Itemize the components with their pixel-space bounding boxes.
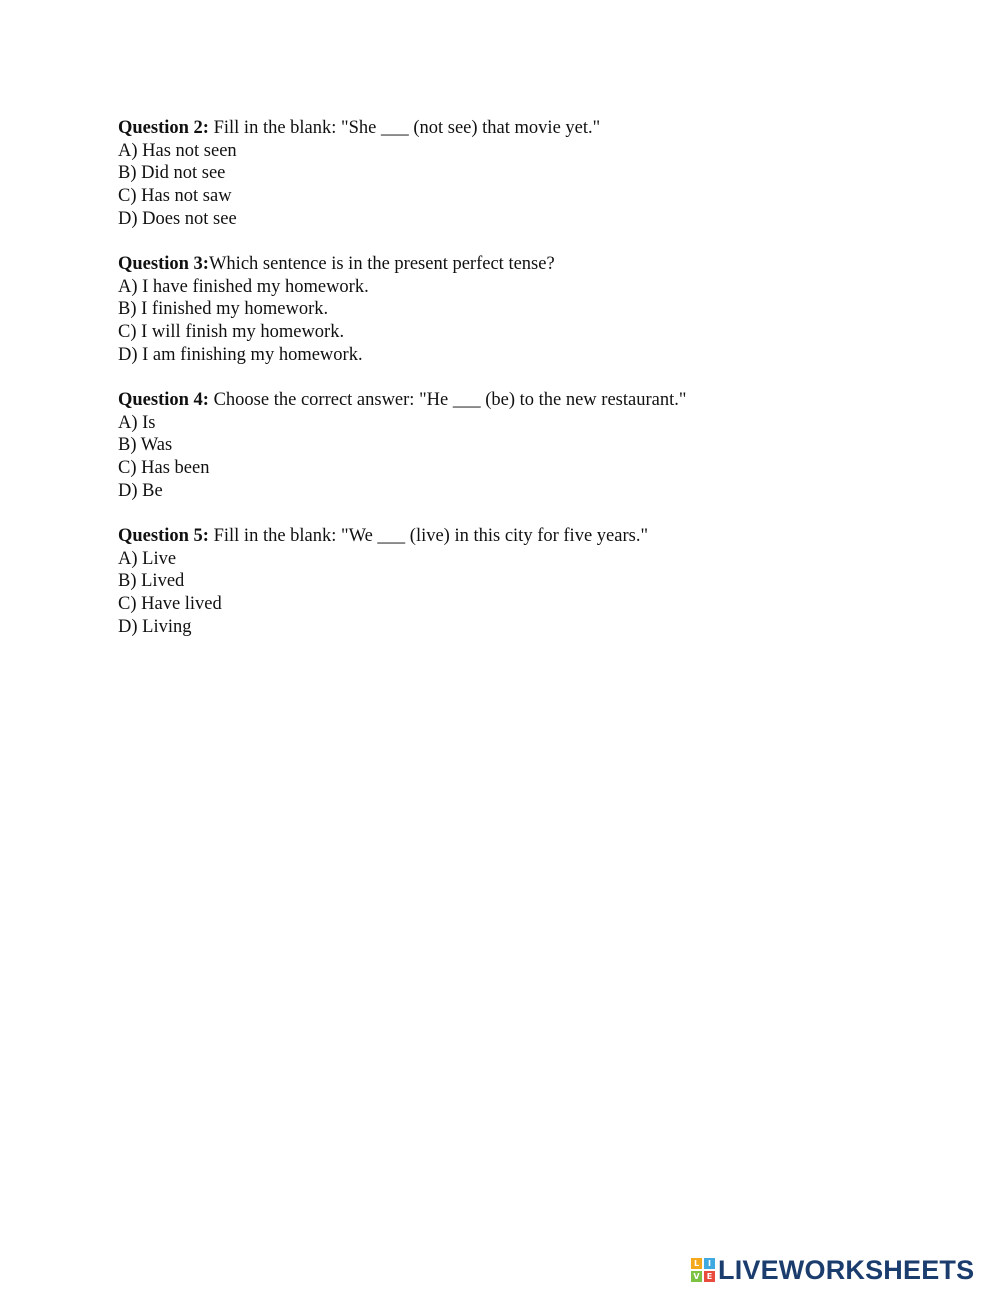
- answer-option-c: C) I will finish my homework.: [118, 322, 345, 343]
- answer-option-a: A) I have finished my homework.: [118, 276, 369, 297]
- answer-option-d: D) Be: [118, 480, 163, 501]
- question-label: Question 2:: [118, 118, 209, 138]
- logo-tile-v: V: [691, 1271, 702, 1282]
- answer-option-a: A) Has not seen: [118, 140, 237, 161]
- answer-option-d: D) Living: [118, 616, 192, 637]
- liveworksheets-logo: [691, 1256, 974, 1284]
- question-5: [118, 525, 938, 639]
- question-prompt: Choose the correct answer: "He ___ (be) to the new restaurant.": [208, 390, 687, 411]
- answer-option-c: C) Have lived: [118, 594, 222, 615]
- logo-text: LIVEWORKSHEETS: [718, 1255, 975, 1285]
- answer-option-b: B) Did not see: [118, 163, 226, 184]
- question-label: Question 4:: [118, 390, 209, 411]
- answer-option-d: D) Does not see: [118, 208, 237, 229]
- question-prompt: Fill in the blank: "We ___ (live) in this city for five years.": [208, 526, 648, 547]
- question-list: [118, 117, 938, 661]
- logo-tile-e: E: [704, 1271, 715, 1282]
- question-text: [118, 389, 938, 412]
- answer-option-a: A) Is: [118, 412, 156, 433]
- question-text: [118, 253, 938, 276]
- question-4: [118, 389, 938, 503]
- answer-option-a: A) Live: [118, 548, 177, 569]
- answer-option-c: C) Has not saw: [118, 186, 232, 207]
- answer-option-b: B) I finished my homework.: [118, 299, 329, 320]
- question-2: [118, 117, 938, 231]
- logo-tile-i: I: [704, 1258, 715, 1269]
- question-3: [118, 253, 938, 367]
- question-text: [118, 525, 938, 548]
- answer-option-c: C) Has been: [118, 458, 210, 479]
- question-label: Question 5:: [118, 526, 209, 547]
- question-label: Question 3:: [118, 254, 209, 275]
- question-prompt: Which sentence is in the present perfect tense?: [208, 254, 555, 275]
- answer-option-b: B) Was: [118, 435, 173, 456]
- question-text: [118, 117, 938, 140]
- answer-option-b: B) Lived: [118, 571, 185, 592]
- question-prompt: Fill in the blank: "She ___ (not see) that movie yet.": [208, 118, 601, 138]
- logo-mark-icon: [691, 1258, 715, 1282]
- answer-option-d: D) I am finishing my homework.: [118, 344, 363, 365]
- logo-tile-l: L: [691, 1258, 702, 1269]
